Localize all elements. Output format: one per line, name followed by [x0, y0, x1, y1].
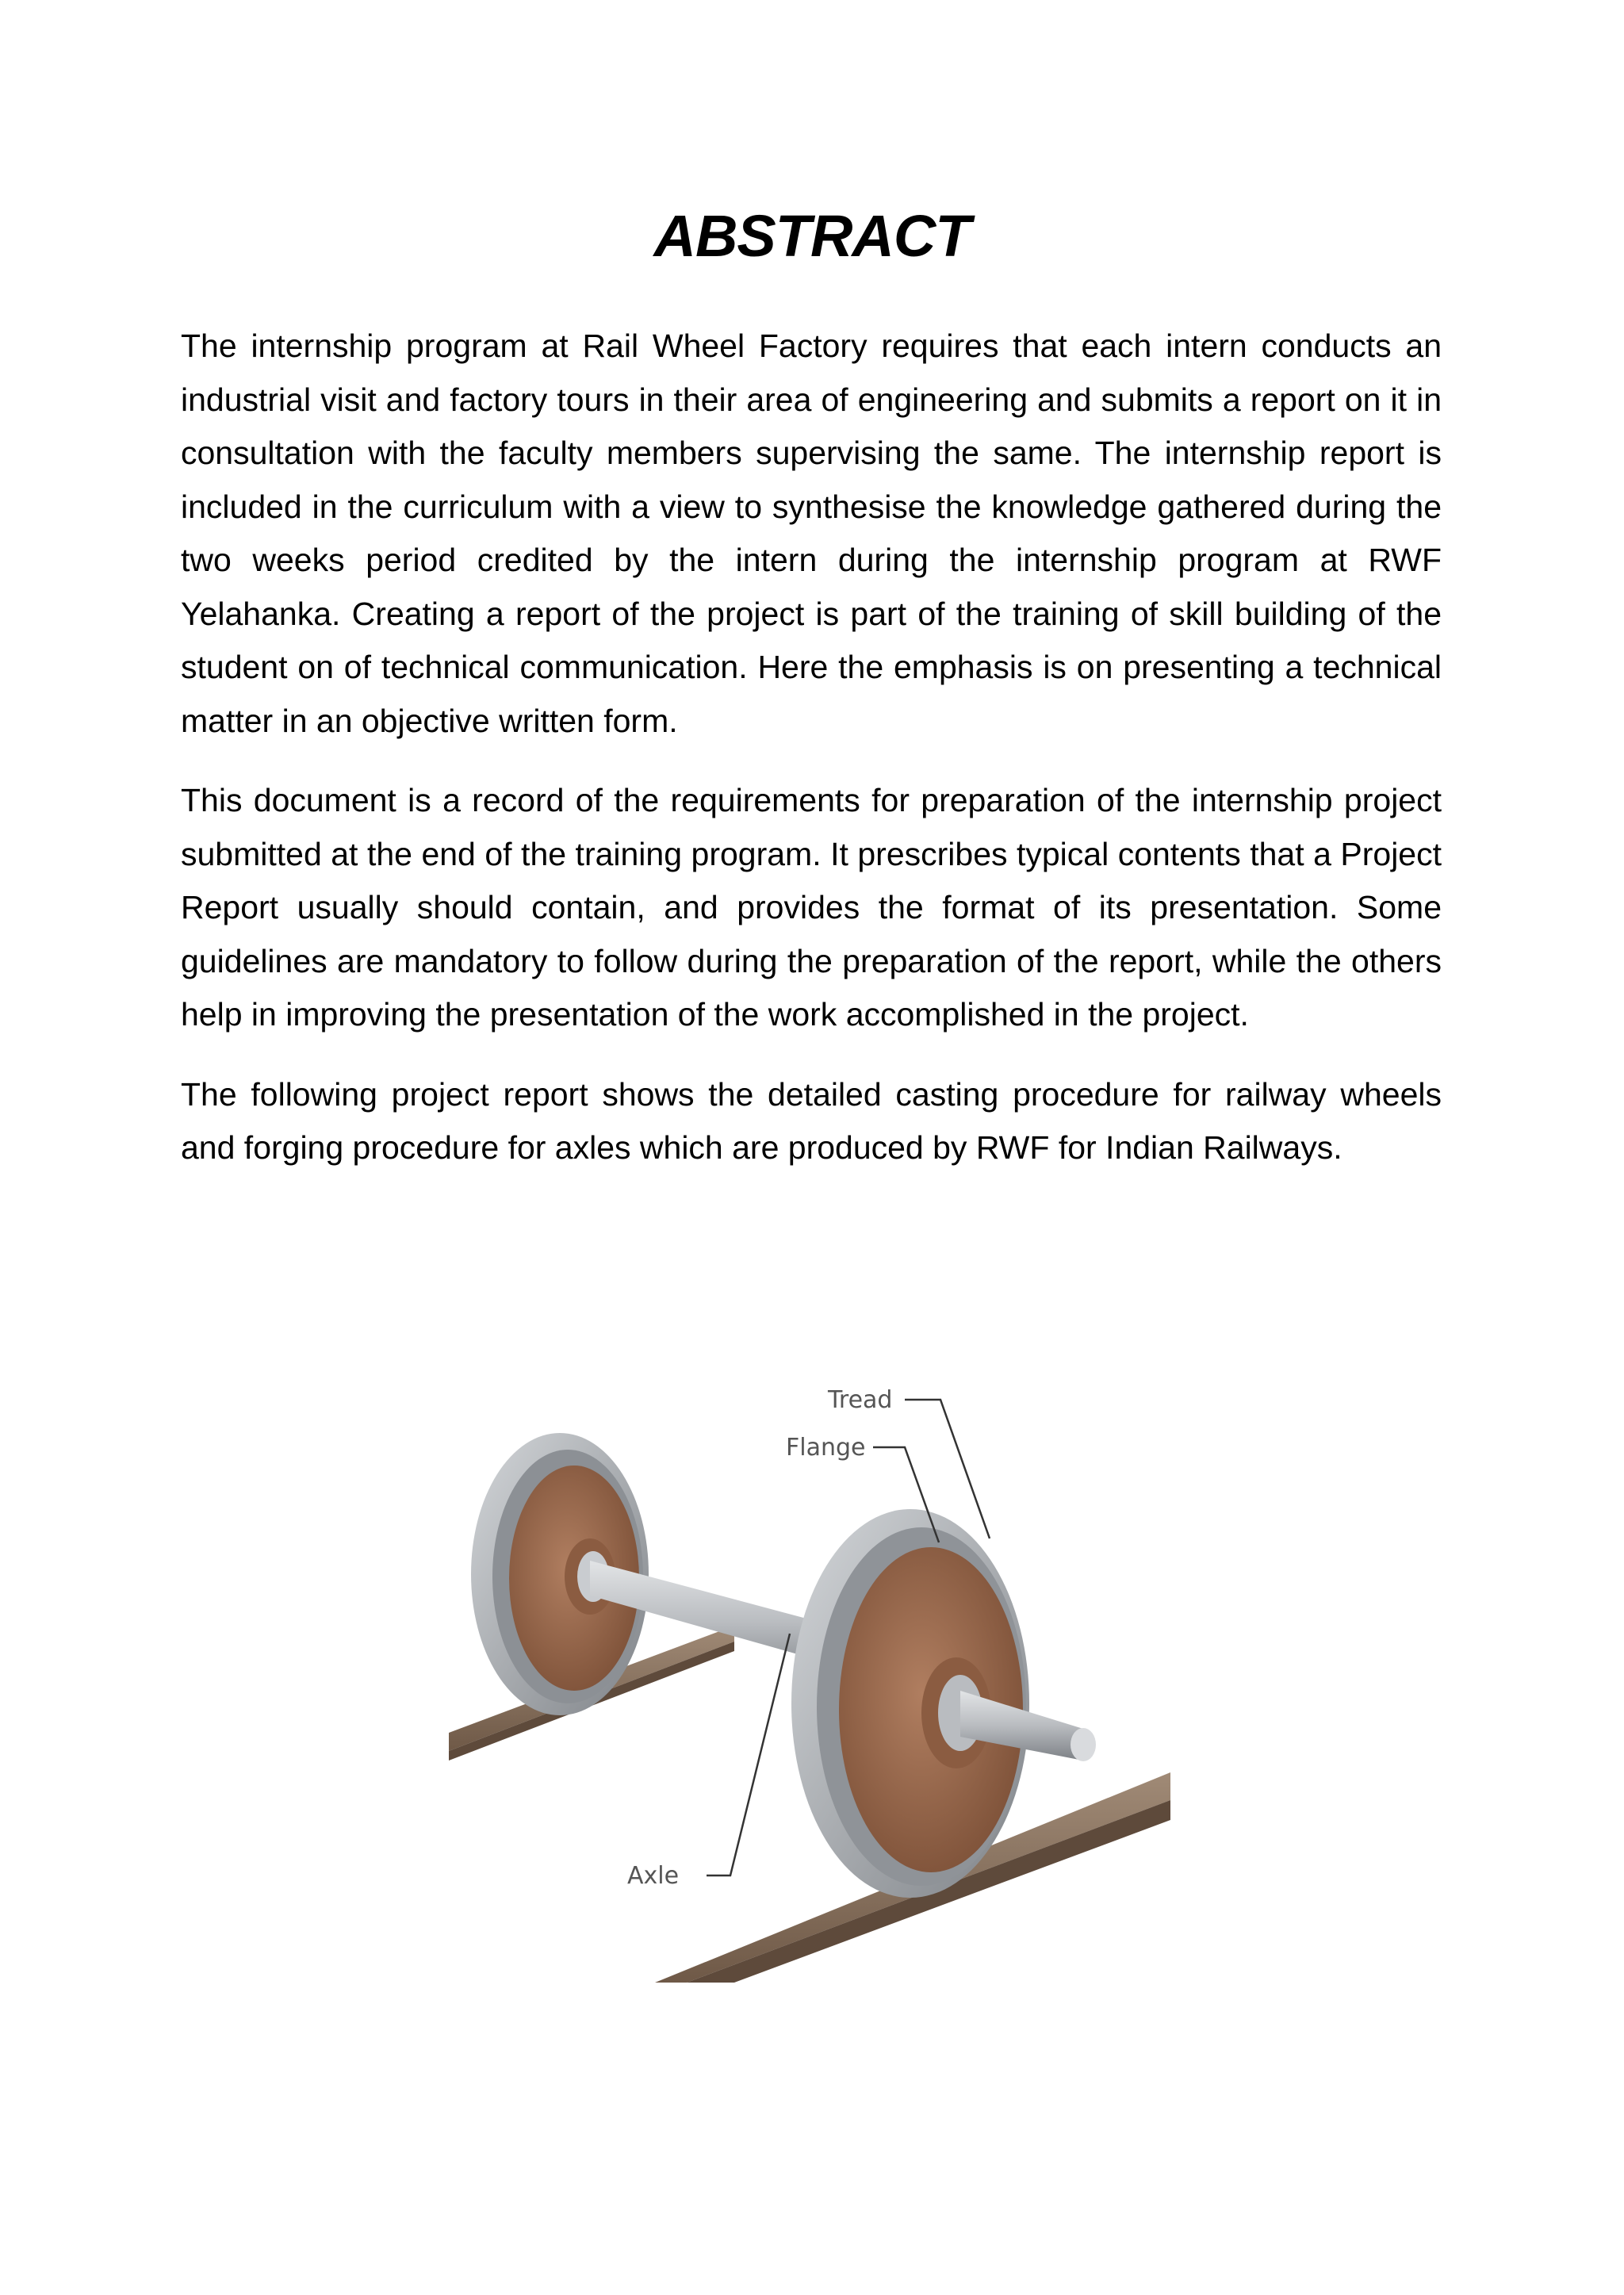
label-tread: Tread [828, 1386, 893, 1414]
wheelset-illustration [449, 1364, 1170, 1983]
label-axle: Axle [627, 1862, 680, 1890]
paragraph-2: This document is a record of the requirements for preparation of the internship project submitted at the end of the training program. It prescribes typical contents that a Project Report usually should contain, and provides the format of its presentation. Some guidelines are mandatory to follow during the preparation of the report, while the others help in improving the presentation of the work accomplished in the project. [181, 782, 1442, 1033]
paragraph-3: The following project report shows the detailed casting procedure for railway wheels and forging procedure for axles which are produced by RWF for Indian Railways. [181, 1075, 1442, 1166]
label-flange: Flange [786, 1434, 866, 1462]
abstract-body [181, 320, 1442, 1201]
paragraph-1: The internship program at Rail Wheel Factory requires that each intern conducts an industrial visit and factory tours in their area of engineering and submits a report on it in consultation with the faculty members supervising the same. The internship report is included in the curriculum with a view to synthesise the knowledge gathered during the two weeks period credited by the intern during the internship program at RWF Yelahanka. Creating a report of the project is part of the training of skill building of the student on of technical communication. Here the emphasis is on presenting a technical matter in an objective written form. [181, 328, 1442, 739]
axle-leader [707, 1634, 790, 1875]
page-title: ABSTRACT [653, 203, 971, 269]
wheelset-figure [449, 1364, 1170, 1983]
